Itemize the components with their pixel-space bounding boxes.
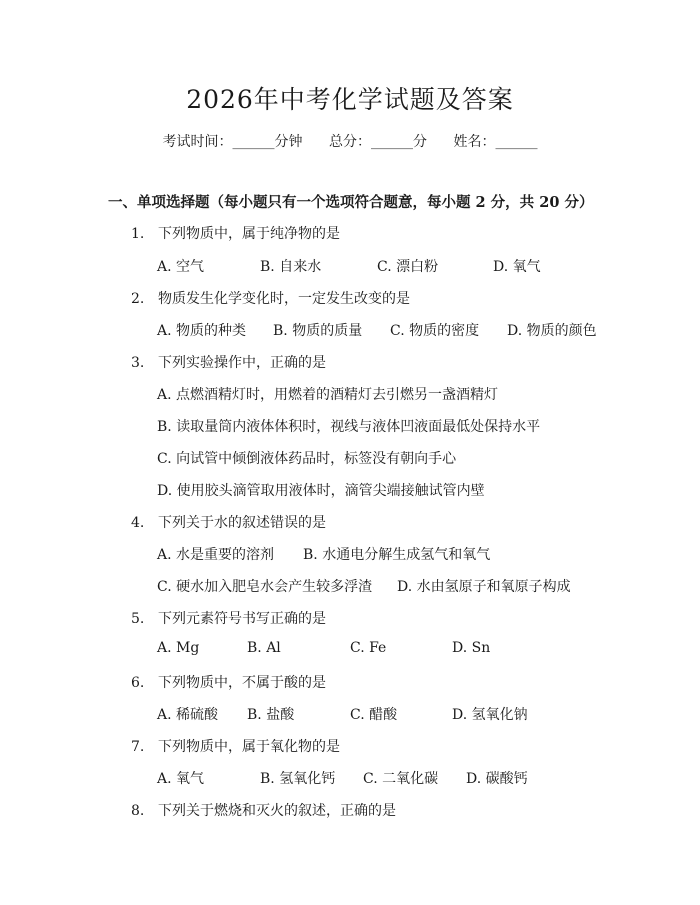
option: C. 二氧化碳: [363, 771, 439, 787]
question-8: [131, 800, 396, 820]
question-text: 下列关于水的叙述错误的是: [158, 515, 326, 531]
section-heading: 一、单项选择题（每小题只有一个选项符合题意，每小题 2 分，共 20 分）: [108, 194, 594, 211]
option: C. 硬水加入肥皂水会产生较多浮渣: [157, 579, 373, 595]
exam-info: [0, 131, 700, 151]
option: A. 氧气: [157, 771, 205, 787]
question-1: [131, 223, 340, 243]
question-number: 4.: [131, 515, 145, 531]
question-number: 3.: [131, 355, 145, 371]
question-text: 下列关于燃烧和灭火的叙述，正确的是: [158, 803, 396, 819]
option: C. 醋酸: [350, 707, 398, 723]
option: A. 物质的种类: [157, 323, 247, 339]
option: B. 水通电分解生成氢气和氧气: [303, 547, 491, 563]
question-3: [131, 352, 326, 372]
option: C. Fe: [350, 640, 387, 656]
question-number: 2.: [131, 291, 145, 307]
question-text: 下列物质中，属于纯净物的是: [158, 226, 340, 242]
option: D. 氢氧化钠: [452, 707, 528, 723]
option: A. 点燃酒精灯时，用燃着的酒精灯去引燃另一盏酒精灯: [157, 387, 499, 403]
exam-score: 总分：______分: [329, 134, 427, 150]
option: B. 盐酸: [247, 707, 295, 723]
option: A. 空气: [157, 259, 205, 275]
option: C. 漂白粉: [377, 259, 439, 275]
option: D. 碳酸钙: [466, 771, 528, 787]
question-text: 下列物质中，不属于酸的是: [158, 675, 326, 691]
option: D. 氧气: [493, 259, 541, 275]
question-text: 下列元素符号书写正确的是: [158, 611, 326, 627]
question-2: [131, 288, 410, 308]
option: D. 水由氢原子和氧原子构成: [397, 579, 571, 595]
option: B. 氢氧化钙: [260, 771, 336, 787]
question-4: [131, 512, 326, 532]
option: D. 使用胶头滴管取用液体时，滴管尖端接触试管内壁: [157, 483, 485, 499]
question-text: 物质发生化学变化时，一定发生改变的是: [158, 291, 410, 307]
option: A. 稀硫酸: [157, 707, 219, 723]
student-name: 姓名：______: [453, 134, 538, 150]
exam-time: 考试时间：______分钟: [162, 134, 303, 150]
option: A. Mg: [157, 640, 200, 656]
question-5: [131, 608, 326, 628]
question-text: 下列物质中，属于氧化物的是: [158, 739, 340, 755]
option: B. 自来水: [260, 259, 322, 275]
option: A. 水是重要的溶剂: [157, 547, 275, 563]
option: B. 物质的质量: [273, 323, 363, 339]
option: B. 读取量筒内液体体积时，视线与液体凹液面最低处保持水平: [157, 419, 541, 435]
page-title: 2026年中考化学试题及答案: [186, 85, 514, 114]
question-number: 8.: [131, 803, 145, 819]
question-number: 6.: [131, 675, 145, 691]
question-6: [131, 672, 326, 692]
question-number: 1.: [131, 226, 145, 242]
question-number: 5.: [131, 611, 145, 627]
question-number: 7.: [131, 739, 145, 755]
question-7: [131, 736, 340, 756]
option: C. 向试管中倾倒液体药品时，标签没有朝向手心: [157, 451, 457, 467]
option: D. 物质的颜色: [507, 323, 597, 339]
option: D. Sn: [452, 640, 491, 656]
option: B. Al: [247, 640, 281, 656]
option: C. 物质的密度: [390, 323, 480, 339]
question-text: 下列实验操作中，正确的是: [158, 355, 326, 371]
